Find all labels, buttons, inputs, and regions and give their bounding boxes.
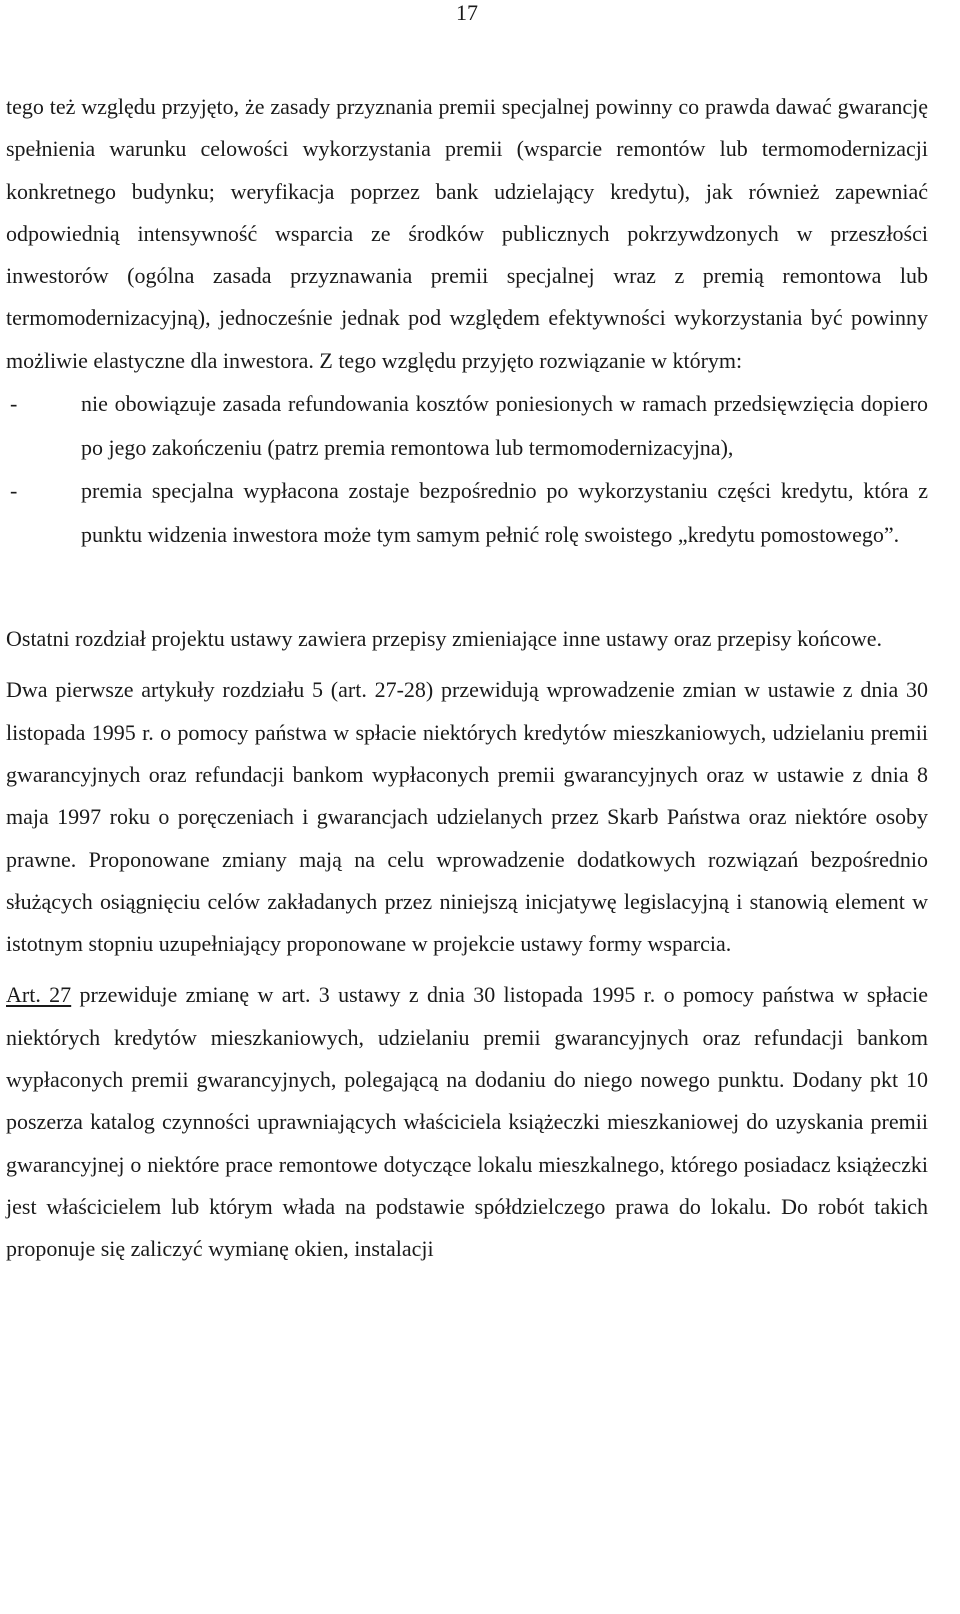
paragraph-spacer: [6, 965, 928, 974]
page-number: 17: [456, 0, 478, 25]
paragraph-dwa-pierwsze-artykuly: Dwa pierwsze artykuły rozdziału 5 (art. 27-28) przewidują wprowadzenie zmian w ustawie z dnia 30 listopada 1995 r. o pomocy państwa w spłacie niektórych kredytów mieszkaniowych, udzielaniu premii gwarancyjnych oraz refundacji bankom wypłaconych premii gwarancyjnych oraz w ustawie z dnia 8 maja 1997 roku o poręczeniach i gwarancjach udzielanych przez Skarb Państwa oraz niektóre osoby prawne. Proponowane zmiany mają na celu wprowadzenie dodatkowych rozwiązań bezpośrednio służących osiągnięciu celów zakładanych przez niniejszą inicjatywę legislacyjną i stanowią element w istotnym stopniu uzupełniający proponowane w projekcie ustawy formy wsparcia.: [6, 677, 928, 957]
paragraph-art-27: [6, 974, 928, 1270]
article-27-text: przewiduje zmianę w art. 3 ustawy z dnia 30 listopada 1995 r. o pomocy państwa w spłacie niektórych kredytów mieszkaniowych, udzielaniu premii gwarancyjnych oraz refundacji bankom wypłaconych premii gwarancyjnych, polegającą na dodaniu do niego nowego punktu. Dodany pkt 10 poszerza katalog czynności uprawniających właściciela książeczki mieszkaniowej do uzyskania premii gwarancyjnej o niektóre prace remontowe dotyczące lokalu mieszkalnego, którego posiadacz książeczki jest właścicielem lub którym włada na podstawie spółdzielczego prawa do lokalu. Do robót takich proponuje się zaliczyć wymianę okien, instalacji: [6, 982, 928, 1262]
list-item: [6, 469, 928, 556]
paragraph-premia-specjalna: tego też względu przyjęto, że zasady przyznania premii specjalnej powinny co prawda dawać gwarancję spełnienia warunku celowości wykorzystania premii (wsparcie remontów lub termomodernizacji konkretnego budynku; weryfikacja poprzez bank udzielający kredytu), jak również zapewniać odpowiednią intensywność wsparcia ze środków publicznych pokrzywdzonych w przeszłości inwestorów (ogólna zasada przyznawania premii specjalnej wraz z premią remontowa lub termomodernizacyjną), jednocześnie jednak pod względem efektywności wykorzystania być powinny możliwie elastyczne dla inwestora. Z tego względu przyjęto rozwiązanie w którym:: [6, 94, 928, 373]
article-reference: Art. 27: [6, 982, 72, 1008]
list-item: [6, 382, 928, 469]
dash-bullet: -: [10, 478, 18, 504]
list-item-text: nie obowiązuje zasada refundowania kosztów poniesionych w ramach przedsięwzięcia dopiero po jego zakończeniu (patrz premia remontowa lub termomodernizacyjna),: [81, 391, 928, 460]
dash-bullet: -: [10, 391, 18, 417]
paragraph-spacer: [6, 556, 928, 618]
list-item-text: premia specjalna wypłacona zostaje bezpośrednio po wykorzystaniu części kredytu, która z punktu widzenia inwestora może tym samym pełnić rolę swoistego „kredytu pomostowego”.: [81, 478, 928, 547]
paragraph-ostatni-rozdzial: Ostatni rozdział projektu ustawy zawiera przepisy zmieniające inne ustawy oraz przepisy końcowe.: [6, 626, 882, 652]
bullet-list: [6, 382, 928, 556]
document-body: [6, 86, 928, 1271]
paragraph-spacer: [6, 660, 928, 669]
